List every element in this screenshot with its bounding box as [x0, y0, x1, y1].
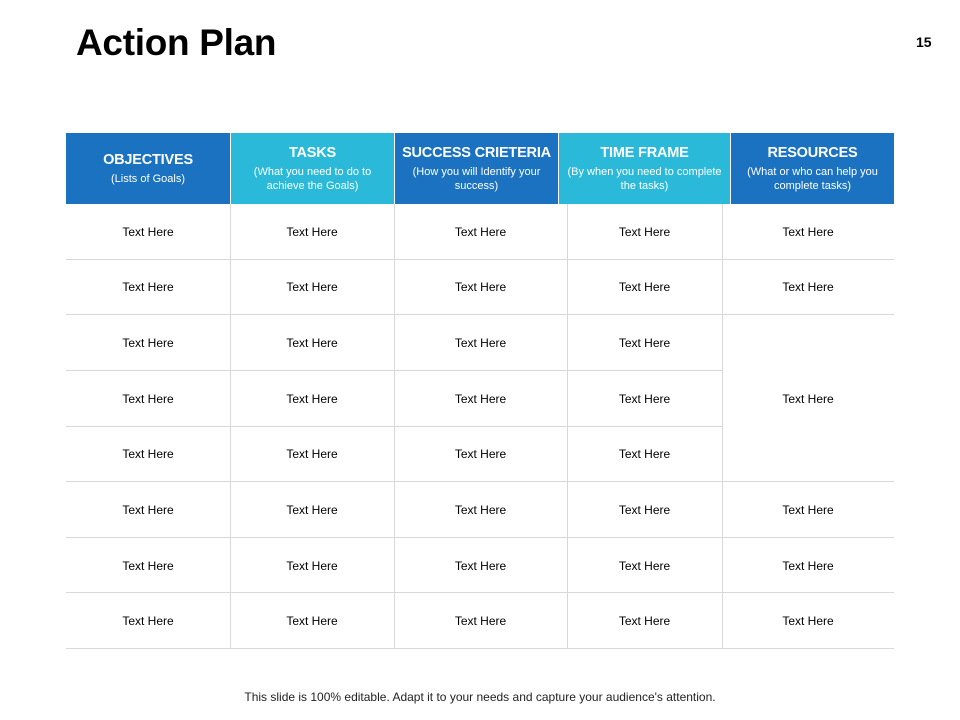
header-subtitle: (How you will Identify your success)	[412, 165, 541, 192]
table-cell: Text Here	[454, 224, 507, 239]
table-cell: Text Here	[782, 558, 834, 573]
table-cell: Text Here	[782, 224, 834, 239]
table-cell: Text Here	[122, 502, 174, 517]
table-cell: Text Here	[286, 502, 338, 517]
table-cell: Text Here	[618, 447, 671, 462]
table-cell: Text Here	[454, 280, 507, 295]
header-title: TIME FRAME	[600, 144, 689, 161]
header-title: OBJECTIVES	[103, 151, 193, 168]
page-number: 15	[916, 34, 932, 50]
header-cell-resources	[731, 133, 894, 204]
table-cell: Text Here	[618, 391, 671, 406]
table-cell: Text Here	[122, 558, 174, 573]
table-cell: Text Here	[618, 336, 671, 351]
table-cell: Text Here	[286, 391, 338, 406]
header-title: SUCCESS CRIETERIA	[402, 144, 551, 161]
table-cell: Text Here	[618, 614, 671, 629]
table-cell: Text Here	[782, 502, 834, 517]
table-header	[66, 133, 894, 204]
header-subtitle: (What or who can help you complete tasks)	[747, 165, 878, 192]
table-cell: Text Here	[286, 336, 338, 351]
table-cell: Text Here	[122, 614, 174, 629]
footer-note: This slide is 100% editable. Adapt it to your needs and capture your audience's attention.	[244, 690, 716, 704]
header-cell-success-crieteria	[395, 133, 558, 204]
header-title: TASKS	[288, 144, 337, 161]
table-cell: Text Here	[122, 447, 174, 462]
table-cell: Text Here	[286, 224, 338, 239]
table-cell: Text Here	[122, 336, 174, 351]
header-subtitle: (By when you need to complete the tasks)	[567, 165, 722, 192]
table-cell: Text Here	[454, 391, 507, 406]
header-cell-time-frame	[559, 133, 730, 204]
table-cell: Text Here	[618, 502, 671, 517]
table-cell: Text Here	[286, 280, 338, 295]
table-cell: Text Here	[286, 558, 338, 573]
action-plan-table	[66, 204, 894, 649]
merged-table-cell: Text Here	[782, 391, 834, 406]
table-cell: Text Here	[782, 614, 834, 629]
slide-title: Action Plan	[76, 22, 277, 63]
table-cell: Text Here	[122, 391, 174, 406]
header-title: RESOURCES	[767, 144, 858, 161]
table-cell: Text Here	[122, 224, 174, 239]
header-cell-tasks	[231, 133, 394, 204]
header-subtitle: (What you need to do to achieve the Goals)	[253, 165, 372, 192]
table-cell: Text Here	[454, 447, 507, 462]
table-cell: Text Here	[454, 502, 507, 517]
table-cell: Text Here	[618, 224, 671, 239]
table-cell: Text Here	[782, 280, 834, 295]
table-cell: Text Here	[286, 447, 338, 462]
header-cell-objectives	[66, 133, 230, 204]
table-cell: Text Here	[454, 614, 507, 629]
header-subtitle: (Lists of Goals)	[111, 172, 185, 185]
table-cell: Text Here	[122, 280, 174, 295]
table-cell: Text Here	[286, 614, 338, 629]
table-cell: Text Here	[454, 558, 507, 573]
table-cell: Text Here	[618, 280, 671, 295]
table-cell: Text Here	[618, 558, 671, 573]
table-cell: Text Here	[454, 336, 507, 351]
